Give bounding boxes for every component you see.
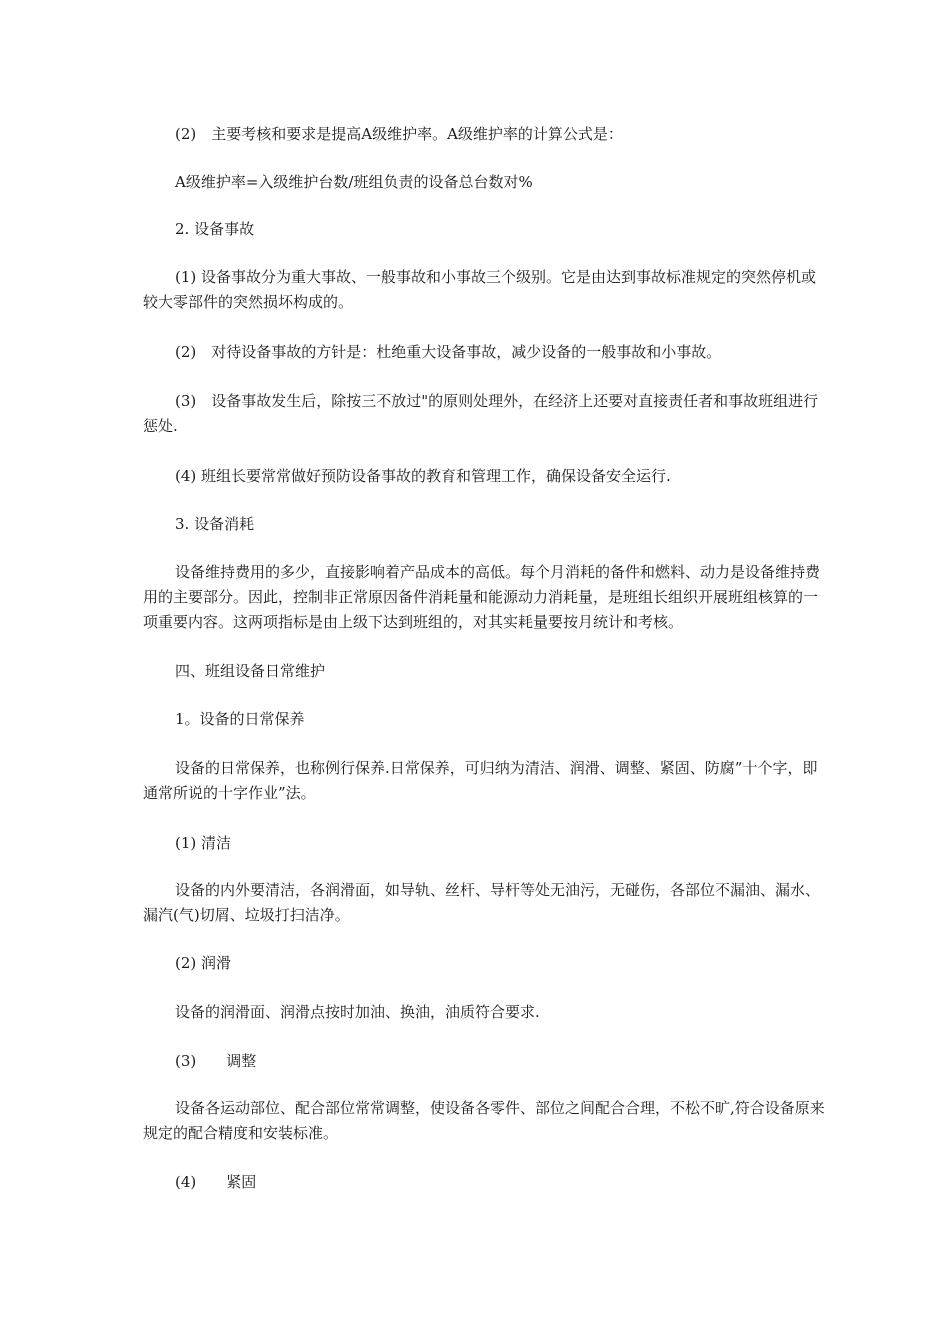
paragraph-a-rate-requirement: (2) 主要考核和要求是提高A级维护率。A级维护率的计算公式是： bbox=[175, 125, 623, 143]
heading-lubrication: (2) 润滑 bbox=[175, 954, 232, 972]
heading-adjustment: (3) 调整 bbox=[175, 1052, 257, 1070]
paragraph-accident-levels: (1) 设备事故分为重大事故、一般事故和小事故三个级别。它是由达到事故标准规定的突然停机或较大零部件的突然损坏构成的。 bbox=[143, 268, 817, 311]
paragraph-consumption: 设备维持费用的多少，直接影响着产品成本的高低。每个月消耗的备件和燃料、动力是设备维持费用的主要部分。因此，控制非正常原因备件消耗量和能源动力消耗量，是班组长组织开展班组核算的一项重要内容。这两项指标是由上级下达到班组的，对其实耗量要按月统计和考核。 bbox=[143, 563, 821, 631]
heading-daily-maintenance: 四、班组设备日常维护 bbox=[175, 662, 326, 680]
paragraph-a-rate-formula: A级维护率=入级维护台数/班组负责的设备总台数对% bbox=[175, 173, 533, 191]
paragraph-cleaning: 设备的内外要清洁，各润滑面，如导轨、丝杆、导杆等处无油污，无碰伤，各部位不漏油、漏水、漏汽(气)切屑、垃圾打扫洁净。 bbox=[143, 881, 821, 924]
heading-equipment-consumption: 3. 设备消耗 bbox=[175, 515, 255, 533]
paragraph-accident-policy: (2) 对待设备事故的方针是：杜绝重大设备事故，减少设备的一般事故和小事故。 bbox=[175, 343, 722, 361]
paragraph-adjustment: 设备各运动部位、配合部位常常调整，使设备各零件、部位之间配合合理，不松不旷,符合设备原来规定的配合精度和安装标准。 bbox=[143, 1099, 825, 1142]
paragraph-daily-care: 设备的日常保养，也称例行保养.日常保养，可归纳为清洁、润滑、调整、紧固、防腐”十个字，即通常所说的十字作业”法。 bbox=[143, 759, 818, 802]
heading-cleaning: (1) 清洁 bbox=[175, 834, 232, 852]
heading-daily-care: 1。设备的日常保养 bbox=[175, 710, 305, 728]
paragraph-lubrication: 设备的润滑面、润滑点按时加油、换油，油质符合要求. bbox=[175, 1003, 540, 1021]
paragraph-accident-handling: (3) 设备事故发生后，除按三不放过"的原则处理外，在经济上还要对直接责任者和事故班组进行惩处. bbox=[143, 392, 819, 435]
heading-equipment-accident: 2. 设备事故 bbox=[175, 220, 255, 238]
heading-fastening: (4) 紧固 bbox=[175, 1173, 257, 1191]
paragraph-accident-prevention: (4) 班组长要常常做好预防设备事故的教育和管理工作，确保设备安全运行. bbox=[175, 467, 671, 485]
